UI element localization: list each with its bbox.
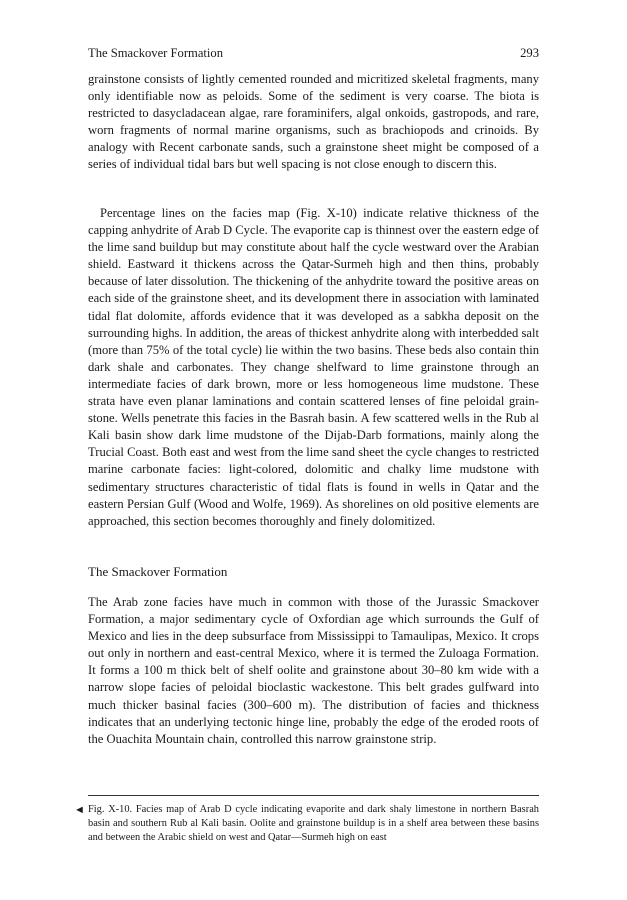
section-paragraph: The Arab zone facies have much in common with those of the Jurassic Smackover Formation, a major sedimentary cycle of Oxfordian age which surrounds the Gulf of Mexico and lies in the deep subsurface from Mississippi to Tamaulipas, Mexico. It crops out only in northern and east-central Mexico, where it is termed the Zuloaga Formation. It forms a 100 m thick belt of shelf oolite and grainstone about 30–80 km wide with a narrow slope facies of peloidal bioclastic wackestone. This belt grades gulfward into much thicker basinal facies (300–600 m). The distribution of facies and thickness indicates that an underlying tectonic hinge line, probably the edge of the eroded roots of the Ouachita Mountain chain, controlled this narrow grainstone strip. (88, 595, 539, 746)
section-heading: The Smackover Formation (88, 564, 228, 579)
running-title: The Smackover Formation (88, 46, 224, 60)
running-header (88, 44, 539, 62)
footnote-divider (88, 795, 539, 796)
figure-caption (74, 803, 539, 846)
page-number: 293 (520, 46, 539, 60)
body-paragraph-2: Percentage lines on the facies map (Fig. X-10) indicate relative thickness of the capping anhydrite of Arab D Cycle. The evaporite cap is thinnest over the eastern edge of the lime sand buildup but may constitute about half the cycle westward over the Arabian shield. Eastward it thickens across the Qatar-Surmeh high and then thins, probably because of later dissolution. The thickening of the anhydrite toward the positive areas on each side of the grainstone sheet, and its development there in association with laminated tidal flat dolomite, affords evidence that it was developed as a sabkha deposit on the surrounding highs. In addition, the areas of thickest anhydrite along with interbedded salt (more than 75% of the total cycle) lie within the two basins. These beds also contain thin dark shale and carbonates. They change shelfward to lime grainstone through an intermediate facies of dark brown, more or less homogeneous lime mudstone. These strata have even planar laminations and contain scattered lenses of fine peloidal grainstone. Wells penetrate this facies in the Basrah basin. A few scattered wells in the Rub al Kali basin show dark lime mudstone of the Dijab-Darb formations, mainly along the Trucial Coast. Both east and west from the lime sand sheet the cycle changes to restricted marine carbonate facies: light-colored, dolomitic and chalky lime mudstone with sedimentary structures characteristic of tidal flats is found in wells in Qatar and the eastern Persian Gulf (Wood and Wolfe, 1969). As shorelines on old positive elements are approached, this section becomes thoroughly and finely dolomitized. (88, 206, 539, 528)
body-paragraph-1: grainstone consists of lightly cemented rounded and micritized skeletal fragments, many only identifiable now as peloids. Some of the sediment is very coarse. The biota is restricted to dasycladacean algae, rare foraminifers, algal onkoids, gastropods, and rare, worn fragments of normal marine organisms, such as brachiopods and crinoids. By analogy with Recent carbonate sands, such a grainstone sheet might be composed of a series of individual tidal bars but well spacing is not close enough to discern this. (88, 72, 539, 172)
left-arrow-icon: ◄ (74, 804, 85, 816)
figure-caption-text: Fig. X-10. Facies map of Arab D cycle indicating evaporite and dark shaly limestone in northern Basrah basin and southern Rub al Kali basin. Oolite and grainstone buildup is in a shelf area between these basins and between the Arabic shield on west and Qatar—Surmeh high on east (88, 804, 539, 844)
